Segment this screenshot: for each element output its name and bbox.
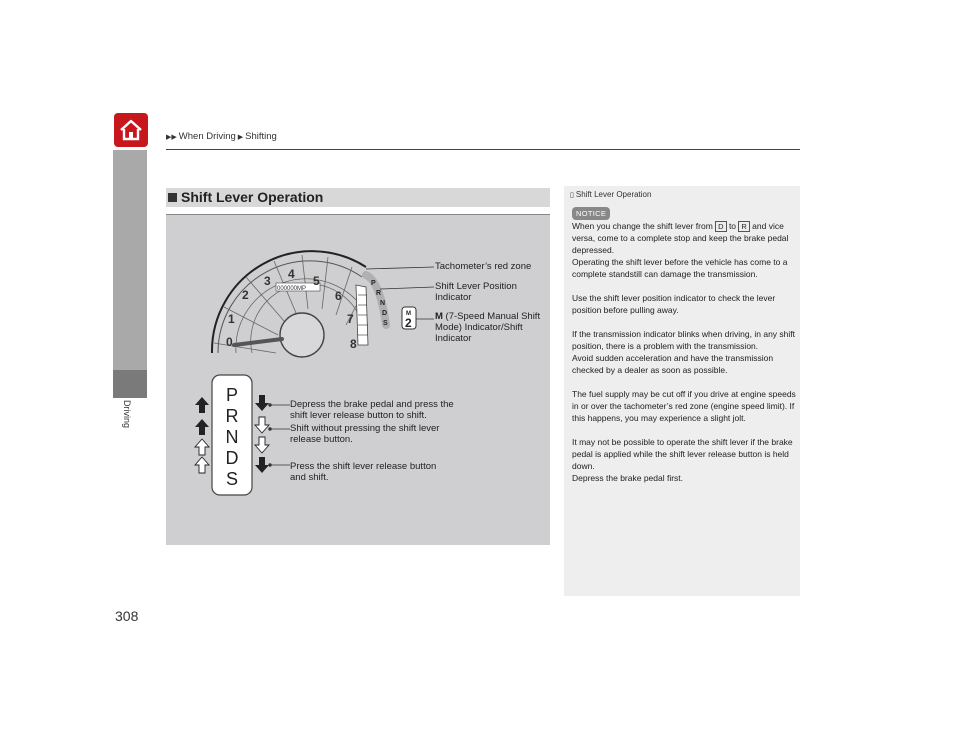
figure-panel	[166, 214, 550, 545]
note-bullet-icon: ▯	[570, 192, 574, 199]
section-heading: Shift Lever Operation	[166, 188, 550, 207]
key-r: R	[738, 221, 749, 232]
gauge-number: 6	[335, 289, 342, 303]
arrow-up-outline-icon	[195, 457, 209, 473]
key-d: D	[715, 221, 726, 232]
lever-letter-d: D	[225, 448, 239, 468]
gauge-number: 3	[264, 274, 271, 288]
sidebar-label: Driving	[122, 400, 132, 429]
label-shift-without: Shift without pressing the shift lever release button.	[290, 423, 440, 445]
home-icon	[119, 119, 143, 141]
note-paragraph: If the transmission indicator blinks when driving, in any shift position, there is a problem with the transmission. Avoid sudden acceleration and have the transmission checked by a dealer as soon as possible.	[572, 329, 795, 375]
gauge-number: 1	[228, 312, 235, 326]
note-paragraph: Use the shift lever position indicator to check the lever position before pulling away.	[572, 293, 776, 315]
breadcrumb-link-shifting[interactable]: Shifting	[245, 131, 277, 142]
arrow-down-solid-icon	[255, 457, 269, 473]
arrow-down-outline-icon	[255, 437, 269, 453]
indicator-letter: R	[376, 290, 382, 297]
side-note	[564, 186, 800, 596]
arrow-up-outline-icon	[195, 439, 209, 455]
label-shift-position-indicator: Shift Lever Position Indicator	[435, 281, 517, 303]
indicator-letter: N	[380, 300, 386, 307]
header-rule	[166, 149, 800, 150]
sidebar-tab	[113, 150, 147, 370]
mode-letter: M	[406, 311, 411, 317]
page-number: 308	[115, 608, 139, 624]
lever-letter-r: R	[225, 406, 239, 426]
shift-lever-gate	[195, 375, 290, 495]
lever-letter-p: P	[225, 385, 239, 405]
notice-badge: NOTICE	[572, 207, 610, 220]
note-paragraph: It may not be possible to operate the shift lever if the brake pedal is applied while the shift lever release button is held down. Depress the brake pedal first.	[572, 437, 793, 483]
label-depress-brake: Depress the brake pedal and press the shift lever release button to shift.	[290, 399, 454, 421]
gauge-number: 0	[226, 335, 233, 349]
gauge-number: 7	[347, 312, 354, 326]
breadcrumb-arrow-icon: ▶▶	[166, 134, 177, 141]
breadcrumb	[166, 131, 277, 142]
odometer-readout: 000000MP	[277, 286, 307, 292]
gauge-number: 5	[313, 274, 320, 288]
arrow-up-solid-icon	[195, 419, 209, 435]
note-paragraph: When you change the shift lever from D to R and vice versa, come to a complete stop and keep the brake pedal depressed. Operating the shift lever before the vehicle has come to a complete standstill can damage the transmission.	[572, 221, 789, 279]
indicator-letter: P	[371, 280, 376, 287]
heading-square-icon	[168, 193, 177, 202]
shift-position-indicator	[366, 275, 416, 330]
indicator-letter: D	[382, 310, 388, 317]
label-m-indicator: M (7-Speed Manual Shift Mode) Indicator/Shift Indicator	[435, 311, 541, 344]
lever-letter-n: N	[225, 427, 239, 447]
label-press-release: Press the shift lever release button and shift.	[290, 461, 437, 483]
home-button[interactable]	[114, 113, 148, 147]
sidebar-tab-active[interactable]	[113, 370, 147, 398]
arrow-up-solid-icon	[195, 397, 209, 413]
gauge-number: 2	[242, 288, 249, 302]
indicator-letter: S	[383, 320, 388, 327]
note-body	[572, 220, 796, 496]
note-paragraph: The fuel supply may be cut off if you drive at engine speeds in or over the tachometer’s red zone (engine speed limit). If this happens, you may experience a slight jolt.	[572, 389, 796, 423]
lever-letter-s: S	[225, 469, 239, 489]
mode-digit: 2	[405, 316, 412, 330]
breadcrumb-link-driving[interactable]: When Driving	[178, 131, 236, 142]
gauge-number: 8	[350, 337, 357, 351]
note-title: ▯ Shift Lever Operation	[570, 190, 652, 199]
arrow-down-solid-icon	[255, 395, 269, 411]
gauge-number: 4	[288, 267, 295, 281]
label-red-zone: Tachometer’s red zone	[435, 261, 532, 272]
breadcrumb-arrow-icon: ▶	[235, 134, 244, 141]
arrow-down-outline-icon	[255, 417, 269, 433]
